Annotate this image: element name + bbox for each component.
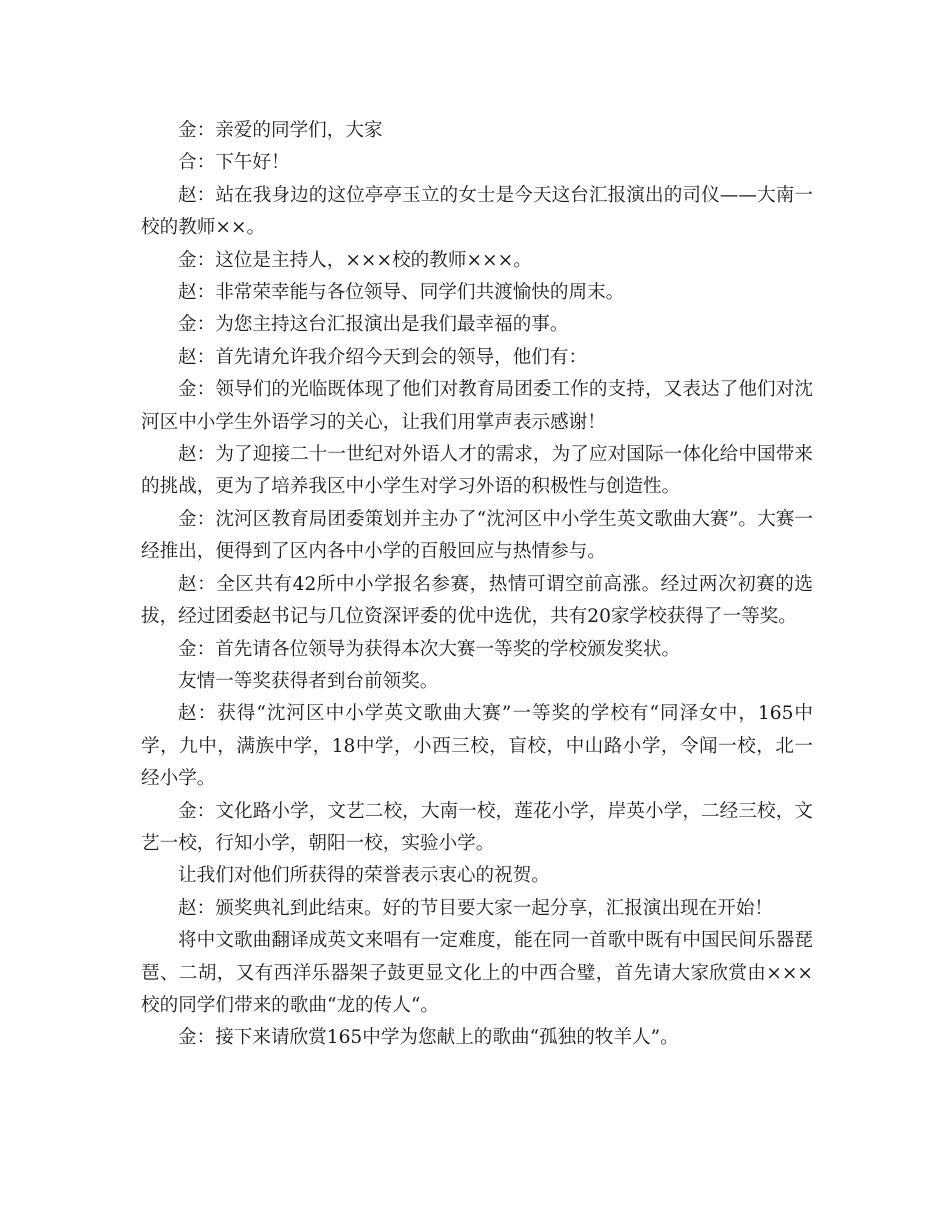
paragraph: 赵：首先请允许我介绍今天到会的领导，他们有： (178, 346, 588, 368)
paragraph: 金：为您主持这台汇报演出是我们最幸福的事。 (178, 314, 569, 336)
paragraph: 金：文化路小学，文艺二校，大南一校，莲花小学，岸英小学，二经三校，文艺一校，行知小学，朝阳一校，实验小学。 (141, 800, 813, 854)
paragraph: 金：沈河区教育局团委策划并主办了“沈河区中小学生英文歌曲大赛”。大赛一经推出，便得到了区内各中小学的百般回应与热情参与。 (141, 508, 813, 563)
paragraph: 金：领导们的光临既体现了他们对教育局团委工作的支持，又表达了他们对沈河区中小学生外语学习的关心，让我们用掌声表示感谢！ (141, 379, 813, 433)
paragraph: 友情一等奖获得者到台前领奖。 (178, 670, 439, 692)
paragraph: 将中文歌曲翻译成英文来唱有一定难度，能在同一首歌中既有中国民间乐器琵琶、二胡，又有西洋乐器架子鼓更显文化上的中西合璧，首先请大家欣赏由×××校的同学们带来的歌曲“龙的传人“。 (141, 930, 813, 1016)
paragraph: 赵：为了迎接二十一世纪对外语人才的需求，为了应对国际一体化给中国带来的挑战，更为了培养我区中小学生对学习外语的积极性与创造性。 (141, 444, 813, 498)
paragraph: 让我们对他们所获得的荣誉表示衷心的祝贺。 (178, 865, 550, 887)
script-text (141, 115, 813, 1055)
paragraph: 赵：颁奖典礼到此结束。好的节目要大家一起分享，汇报演出现在开始！ (178, 897, 774, 919)
paragraph: 金：亲爱的同学们，大家 (178, 120, 383, 141)
paragraph: 合：下午好！ (178, 152, 290, 174)
paragraph: 赵：非常荣幸能与各位领导、同学们共渡愉快的周末。 (178, 282, 625, 304)
paragraph: 金：首先请各位领导为获得本次大赛一等奖的学校颁发奖状。 (178, 638, 681, 660)
paragraph: 赵：获得“沈河区中小学英文歌曲大赛”一等奖的学校有“同泽女中，165中学，九中，满族中学，18中学，小西三校，盲校，中山路小学，令闻一校，北一经小学。 (141, 703, 813, 790)
paragraph: 金：接下来请欣赏165中学为您献上的歌曲“孤独的牧羊人”。 (178, 1027, 679, 1049)
paragraph: 金：这位是主持人，×××校的教师×××。 (178, 249, 532, 271)
paragraph: 赵：站在我身边的这位亭亭玉立的女士是今天这台汇报演出的司仪——大南一校的教师××。 (141, 184, 813, 239)
paragraph: 赵：全区共有42所中小学报名参赛，热情可谓空前高涨。经过两次初赛的选拔，经过团委赵书记与几位资深评委的优中选优，共有20家学校获得了一等奖。 (141, 573, 813, 628)
